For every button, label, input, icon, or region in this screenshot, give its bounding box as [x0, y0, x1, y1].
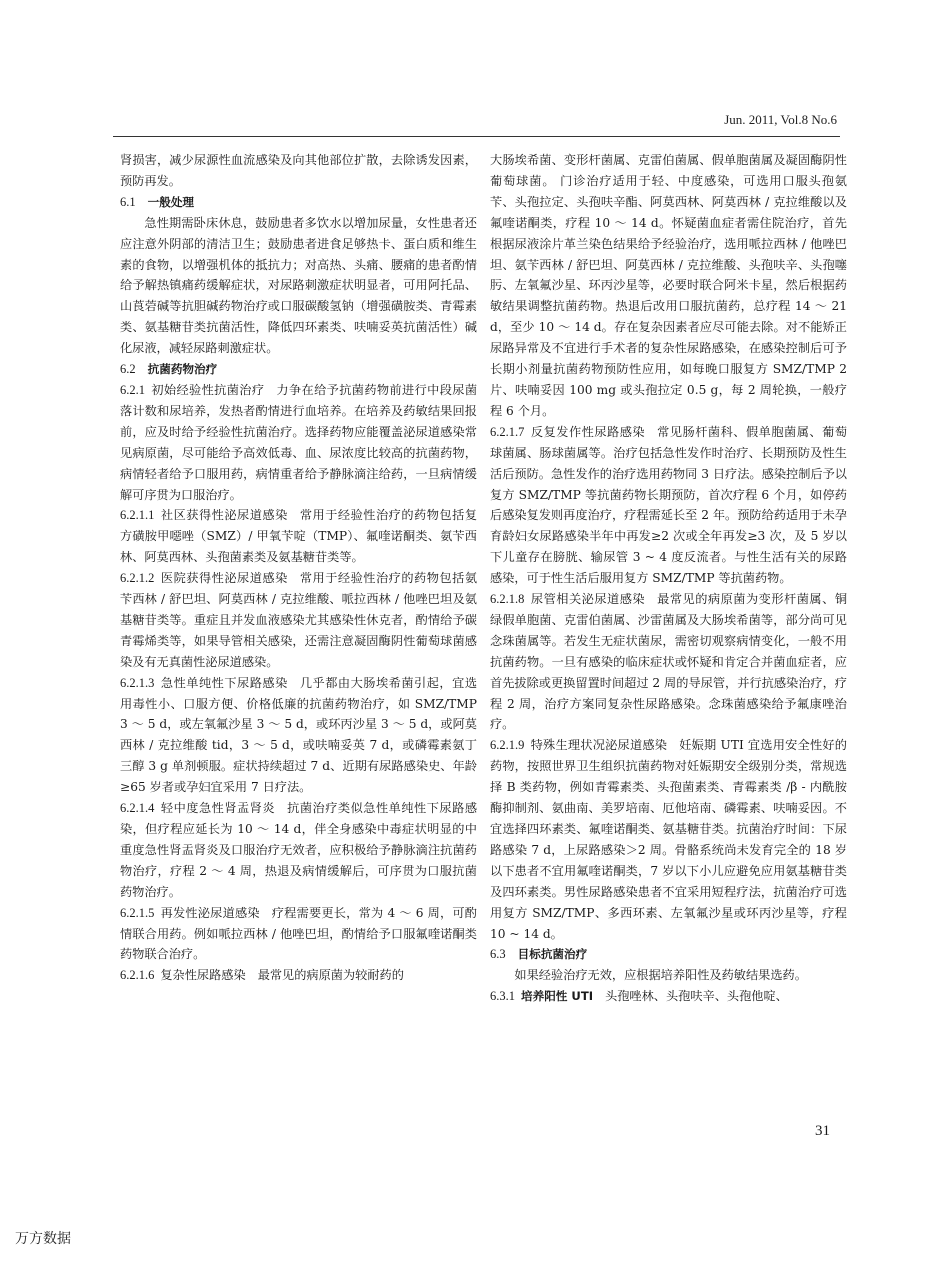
subsection-title: 急性单纯性下尿路感染 — [160, 675, 288, 690]
subsection-number: 6.2.1 — [120, 382, 145, 397]
subsection-title: 再发性泌尿道感染 — [160, 905, 260, 920]
left-column — [120, 150, 477, 986]
subsection-title: 特殊生理状况泌尿道感染 — [530, 738, 668, 753]
subsection-text: 几乎都由大肠埃希菌引起，宜选用毒性小、口服方便、价格低廉的抗菌药物治疗，如 SMZ/TMP 3 ～ 5 d，或左氧氟沙星 3 ～ 5 d，或环丙沙星 3 ～ 5 d，或阿莫西林 / 克拉维酸 tid，3 ～ 5 d，或呋喃妥英 7 d，或磷霉素氨丁三醇 3 g 单剂顿服。症状持续超过 7 d、近期有尿路感染史、年龄≥65 岁者或孕妇宜采用 7 日疗法。 — [120, 675, 478, 795]
subsection-number: 6.2.1.8 — [490, 592, 525, 607]
section — [120, 798, 477, 903]
subsection-number: 6.2.1.1 — [120, 508, 155, 523]
subsection-number: 6.2.1.7 — [490, 424, 525, 439]
subsection-number: 6.2.1.2 — [120, 571, 155, 586]
subsection-title: 复杂性尿路感染 — [160, 968, 246, 983]
section — [120, 505, 477, 568]
section — [490, 986, 847, 1007]
subsection-title: 社区获得性泌尿道感染 — [160, 508, 288, 523]
subsection-title: 培养阳性 UTI — [521, 989, 594, 1004]
right-column — [490, 150, 847, 1007]
paragraph — [490, 150, 847, 422]
subsection-number: 6.2.1.9 — [490, 738, 525, 753]
paragraph-text: 大肠埃希菌、变形杆菌属、克雷伯菌属、假单胞菌属及凝固酶阴性葡萄球菌。 门诊治疗适用于轻、中度感染，可选用口服头孢氨苄、头孢拉定、头孢呋辛酯、阿莫西林、阿莫西林 / 克拉维酸以及氟喹诺酮类，疗程 10 ～ 14 d。怀疑菌血症者需住院治疗，首先根据尿液涂片革兰染色结果给予经验治疗，选用哌拉西林 / 他唑巴坦、氨苄西林 / 舒巴坦、阿莫西林 / 克拉维酸、头孢呋辛、头孢噻肟、左氧氟沙星、环丙沙星等，必要时联合阿米卡星，然后根据药敏结果调整抗菌药物。热退后改用口服抗菌药，总疗程 14 ～ 21 d，至少 10 ～ 14 d。存在复杂因素者应尽可能去除。对不能矫正尿路异常及不宜进行手术者的复杂性尿路感染，在感染控制后可予长期小剂量抗菌药物预防性应用，如每晚口服复方 SMZ/TMP 2 片、呋喃妥因 100 mg 或头孢拉定 0.5 g，每 2 周轮换，一般疗程 6 个月。 — [490, 153, 847, 418]
subsection-text: 常用于经验性治疗的药物包括复方磺胺甲噁唑（SMZ）/ 甲氧苄啶（TMP）、氟喹诺酮类、氨苄西林、阿莫西林、头孢菌素类及氨基糖苷类等。 — [120, 508, 478, 565]
section — [490, 589, 847, 735]
header-rule — [113, 136, 840, 137]
section — [120, 903, 477, 966]
section-number: 6.2 — [120, 362, 136, 377]
subsection-text: 常见肠杆菌科、假单胞菌属、葡萄球菌属、肠球菌属等。治疗包括急性发作时治疗、长期预防及性生活后预防。急性发作的治疗选用药物同 3 日疗法。感染控制后予以复方 SMZ/TMP 等抗菌药物长期预防，首次疗程 6 个月，如停药后感染复发则再度治疗，疗程需延长至 2 年。预防给药适用于未孕育龄妇女尿路感染半年中再发≥2 次或全年再发≥3 次，及 5 岁以下儿童存在膀胱、输尿管 3 ~ 4 度反流者。与性生活有关的尿路感染，可于性生活后服用复方 SMZ/TMP 等抗菌药物。 — [490, 424, 848, 586]
subsection-text: 常用于经验性治疗的药物包括氨苄西林 / 舒巴坦、阿莫西林 / 克拉维酸、哌拉西林 / 他唑巴坦及氨基糖苷类等。重症且并发血液感染尤其感染性休克者，酌情给予碳青霉烯类等，如果导管相关感染，还需注意凝固酶阴性葡萄球菌感染及有无真菌性泌尿道感染。 — [120, 571, 478, 669]
paragraph-text: 肾损害，减少尿源性血流感染及向其他部位扩散，去除诱发因素，预防再发。 — [120, 153, 477, 188]
subsection-title: 尿管相关泌尿道感染 — [530, 592, 646, 607]
subsection-title: 初始经验性抗菌治疗 — [151, 382, 265, 397]
section — [120, 192, 477, 213]
section-title: 一般处理 — [147, 194, 195, 209]
journal-header: Jun. 2011, Vol.8 No.6 — [724, 112, 837, 127]
subsection-number: 6.2.1.6 — [120, 968, 155, 983]
section — [120, 568, 477, 673]
subsection-number: 6.2.1.5 — [120, 905, 155, 920]
section-number: 6.1 — [120, 194, 136, 209]
paragraph-text: 急性期需卧床休息，鼓励患者多饮水以增加尿量，女性患者还应注意外阴部的清洁卫生；鼓励患者进食足够热卡、蛋白质和维生素的食物，以增强机体的抵抗力；对高热、头痛、腰痛的患者酌情给予解热镇痛药缓解症状，对尿路刺激症状明显者，可用阿托品、山莨菪碱等抗胆碱药物治疗或口服碳酸氢钠（增强磺胺类、青霉素类、氨基糖苷类抗菌活性，降低四环素类、呋喃妥英抗菌活性）碱化尿液，减轻尿路刺激症状。 — [120, 215, 477, 356]
paragraph — [120, 150, 477, 192]
section — [120, 359, 477, 380]
section-title: 目标抗菌治疗 — [517, 947, 588, 962]
subsection-number: 6.3.1 — [490, 989, 515, 1004]
subsection-text: 抗菌治疗类似急性单纯性下尿路感染，但疗程应延长为 10 ～ 14 d，伴全身感染中毒症状明显的中重度急性肾盂肾炎及口服治疗无效者，应积极给予静脉滴注抗菌药物治疗，疗程 2 ～ 4 周，热退及病情缓解后，可序贯为口服抗菌药物治疗。 — [120, 801, 478, 899]
section — [120, 673, 477, 798]
subsection-text: 最常见的病原菌为较耐药的 — [257, 968, 404, 983]
section — [120, 965, 477, 986]
subsection-text: 妊娠期 UTI 宜选用安全性好的药物，按照世界卫生组织抗菌药物对妊娠期安全级别分类，常规选择 B 类药物，例如青霉素类、头孢菌素类、青霉素类 /β - 内酰胺酶抑制剂、氨曲南、美罗培南、厄他培南、磷霉素、呋喃妥因。不宜选择四环素类、氟喹诺酮类、氨基糖苷类。抗菌治疗时间：下尿路感染 7 d，上尿路感染＞2 周。骨骼系统尚未发育完全的 18 岁以下患者不宜用氟喹诺酮类，7 岁以下小儿应避免应用氨基糖苷类及四环素类。男性尿路感染患者不宜采用短程疗法，抗菌治疗可选用复方 SMZ/TMP、多西环素、左氧氟沙星或环丙沙星等，疗程 10 ~ 14 d。 — [490, 738, 847, 941]
section-title: 抗菌药物治疗 — [147, 362, 218, 377]
paragraph — [120, 213, 477, 359]
subsection-number: 6.2.1.4 — [120, 801, 155, 816]
paragraph-text: 如果经验治疗无效，应根据培养阳性及药敏结果选药。 — [514, 968, 807, 983]
section — [490, 422, 847, 589]
subsection-title: 医院获得性泌尿道感染 — [160, 571, 288, 586]
section — [490, 735, 847, 944]
page-number: 31 — [815, 1123, 830, 1139]
subsection-title: 轻中度急性肾盂肾炎 — [160, 801, 276, 816]
section-number: 6.3 — [490, 947, 506, 962]
section — [490, 944, 847, 965]
footer-source: 万方数据 — [15, 1231, 71, 1247]
subsection-number: 6.2.1.3 — [120, 675, 155, 690]
paragraph — [490, 965, 847, 986]
subsection-text: 力争在给予抗菌药物前进行中段尿菌落计数和尿培养，发热者酌情进行血培养。在培养及药敏结果回报前，应及时给予经验性抗菌治疗。选择药物应能覆盖泌尿道感染常见病原菌，尽可能给予高效低毒、血、尿浓度比较高的抗菌药物，病情轻者给予口服用药，病情重者给予静脉滴注给药，一旦病情缓解可序贯为口服治疗。 — [120, 382, 478, 502]
subsection-text: 疗程需要更长，常为 4 ～ 6 周，可酌情联合用药。例如哌拉西林 / 他唑巴坦，酌情给予口服氟喹诺酮类药物联合治疗。 — [120, 905, 477, 962]
subsection-text: 最常见的病原菌为变形杆菌属、铜绿假单胞菌、克雷伯菌属、沙雷菌属及大肠埃希菌等，部分尚可见念珠菌属等。若发生无症状菌尿，需密切观察病情变化，一般不用抗菌药物。一旦有感染的临床症状或怀疑和肯定合并菌血症者，应首先拔除或更换留置时间超过 2 周的导尿管，并行抗感染治疗，疗程 2 周，治疗方案同复杂性尿路感染。念珠菌感染给予氟康唑治疗。 — [490, 592, 848, 732]
subsection-title: 反复发作性尿路感染 — [530, 424, 646, 439]
subsection-text: 头孢唑林、头孢呋辛、头孢他啶、 — [605, 989, 788, 1004]
section — [120, 380, 477, 505]
